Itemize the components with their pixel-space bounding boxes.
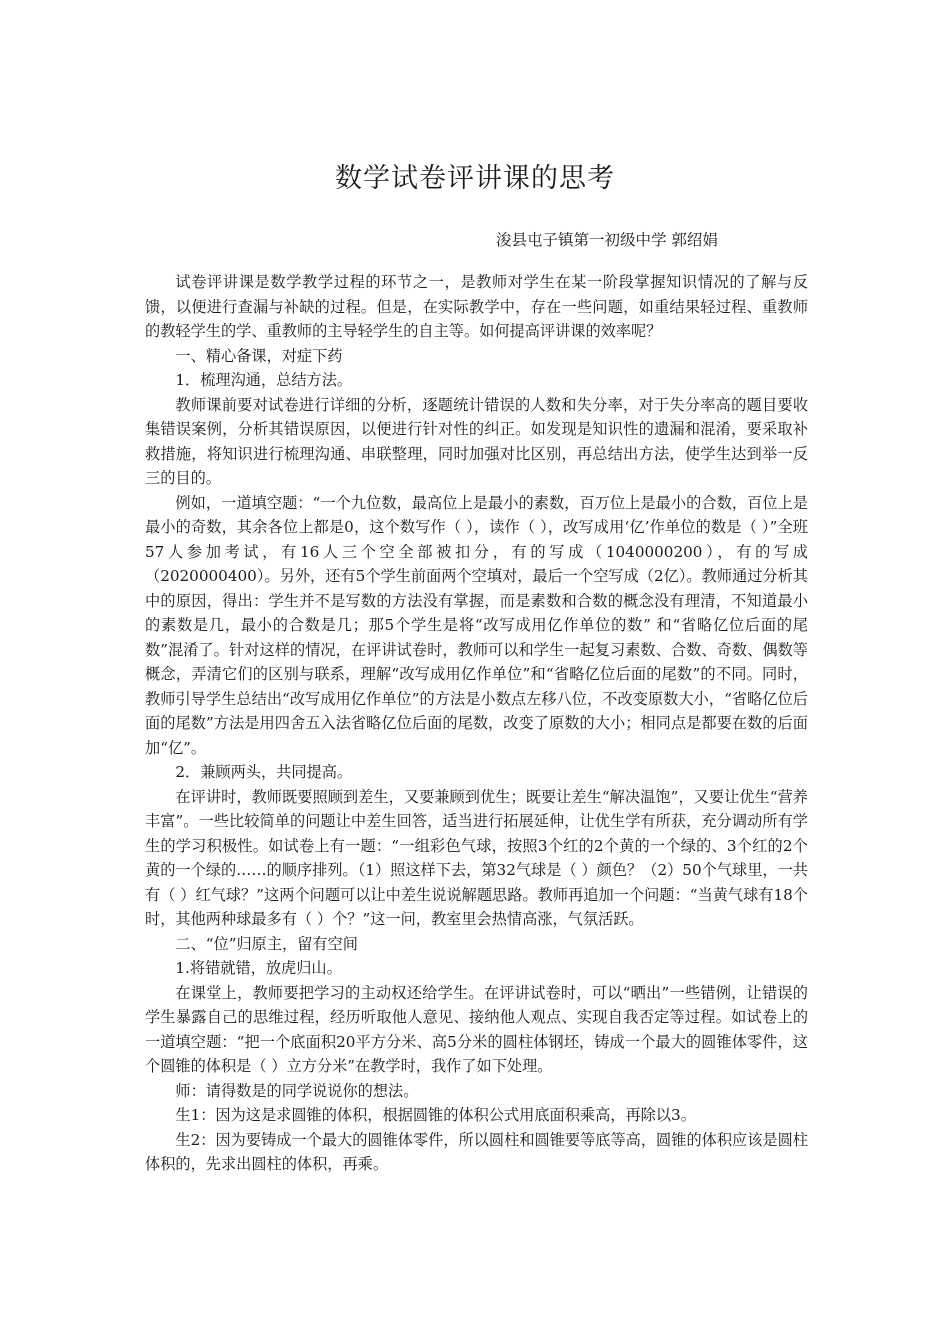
document-title: 数学试卷评讲课的思考 — [335, 163, 615, 194]
paragraph: 在课堂上，教师要把学习的主动权还给学生。在评讲试卷时，可以“晒出”一些错例，让错误的学生暴露自己的思维过程，经历听取他人意见、接纳他人观点、实现自我否定等过程。如试卷上的一道填空题：“把一个底面积20平方分米、高5分米的圆柱体钢坯，铸成一个最大的圆锥体零件，这个圆锥的体积是（ ）立方分米”在教学时，我作了如下处理。 — [145, 983, 808, 1075]
dialogue-student-1: 生1：因为这是求圆锥的体积，根据圆锥的体积公式用底面积乘高，再除以3。 — [175, 1106, 696, 1124]
subsection-heading-1-2: 2．兼顾两头，共同提高。 — [175, 763, 353, 781]
paragraph-intro: 试卷评讲课是数学教学过程的环节之一，是教师对学生在某一阶段掌握知识情况的了解与反馈，以便进行查漏与补缺的过程。但是，在实际教学中，存在一些问题，如重结果轻过程、重教师的教轻学生的学、重教师的主导轻学生的自主等。如何提高评讲课的效率呢？ — [145, 273, 808, 340]
section-heading-2: 二、“位”归原主，留有空间 — [175, 934, 358, 953]
subsection-heading-2-1: 1.将错就错，放虎归山。 — [175, 959, 342, 977]
subsection-heading-1-1: 1．梳理沟通，总结方法。 — [175, 371, 353, 389]
paragraph: 在评讲时，教师既要照顾到差生，又要兼顾到优生；既要让差生“解决温饱”，又要让优生“营养丰富”。一些比较简单的问题让中差生回答，适当进行拓展延伸，让优生学有所获，充分调动所有学生的学习积极性。如试卷上有一题：“一组彩色气球，按照3个红的2个黄的一个绿的、3个红的2个黄的一个绿的……的顺序排列。（1）照这样下去，第32气球是（ ）颜色？（2）50个气球里，一共有（ ）红气球？”这两个问题可以让中差生说说解题思路。教师再追加一个问题：“当黄气球有18个时，其他两种球最多有（ ）个？”这一问，教室里会热情高涨，气氛活跃。 — [145, 787, 808, 928]
dialogue-student-2: 生2：因为要铸成一个最大的圆锥体零件，所以圆柱和圆锥要等底等高，圆锥的体积应该是圆柱体积的，先求出圆柱的体积，再乘。 — [145, 1130, 808, 1173]
document-body — [145, 270, 808, 1177]
document-author: 浚县屯子镇第一初级中学 郭绍娟 — [496, 231, 718, 249]
paragraph-example: 例如，一道填空题：“一个九位数，最高位上是最小的素数，百万位上是最小的合数，百位上是最小的奇数，其余各位上都是0，这个数写作（ ），读作（ ），改写成用‘亿’作单位的数是（ ）”全班57人参加考试，有16人三个空全部被扣分，有的写成（1040000200），有的写成（2020000400）。另外，还有5个学生前面两个空填对，最后一个空写成（2亿）。教师通过分析其中的原因，得出：学生并不是写数的方法没有掌握，而是素数和合数的概念没有理清，不知道最小的素数是几，最小的合数是几；那5个学生是将“改写成用亿作单位的数” 和“省略亿位后面的尾数”混淆了。针对这样的情况，在评讲试卷时，教师可以和学生一起复习素数、合数、奇数、偶数等概念，弄清它们的区别与联系，理解“改写成用亿作单位”和“省略亿位后面的尾数”的不同。同时，教师引导学生总结出“改写成用亿作单位”的方法是小数点左移八位，不改变原数大小，“省略亿位后面的尾数”方法是用四舍五入法省略亿位后面的尾数，改变了原数的大小；相同点是都要在数的后面加“亿”。 — [145, 493, 808, 757]
section-heading-1: 一、精心备课，对症下药 — [175, 346, 343, 365]
dialogue-teacher: 师：请得数是的同学说说你的想法。 — [175, 1081, 419, 1100]
paragraph: 教师课前要对试卷进行详细的分析，逐题统计错误的人数和失分率，对于失分率高的题目要收集错误案例，分析其错误原因，以便进行针对性的纠正。如发现是知识性的遗漏和混淆，要采取补救措施，将知识进行梳理沟通、串联整理，同时加强对比区别，再总结出方法，使学生达到举一反三的目的。 — [145, 395, 808, 487]
